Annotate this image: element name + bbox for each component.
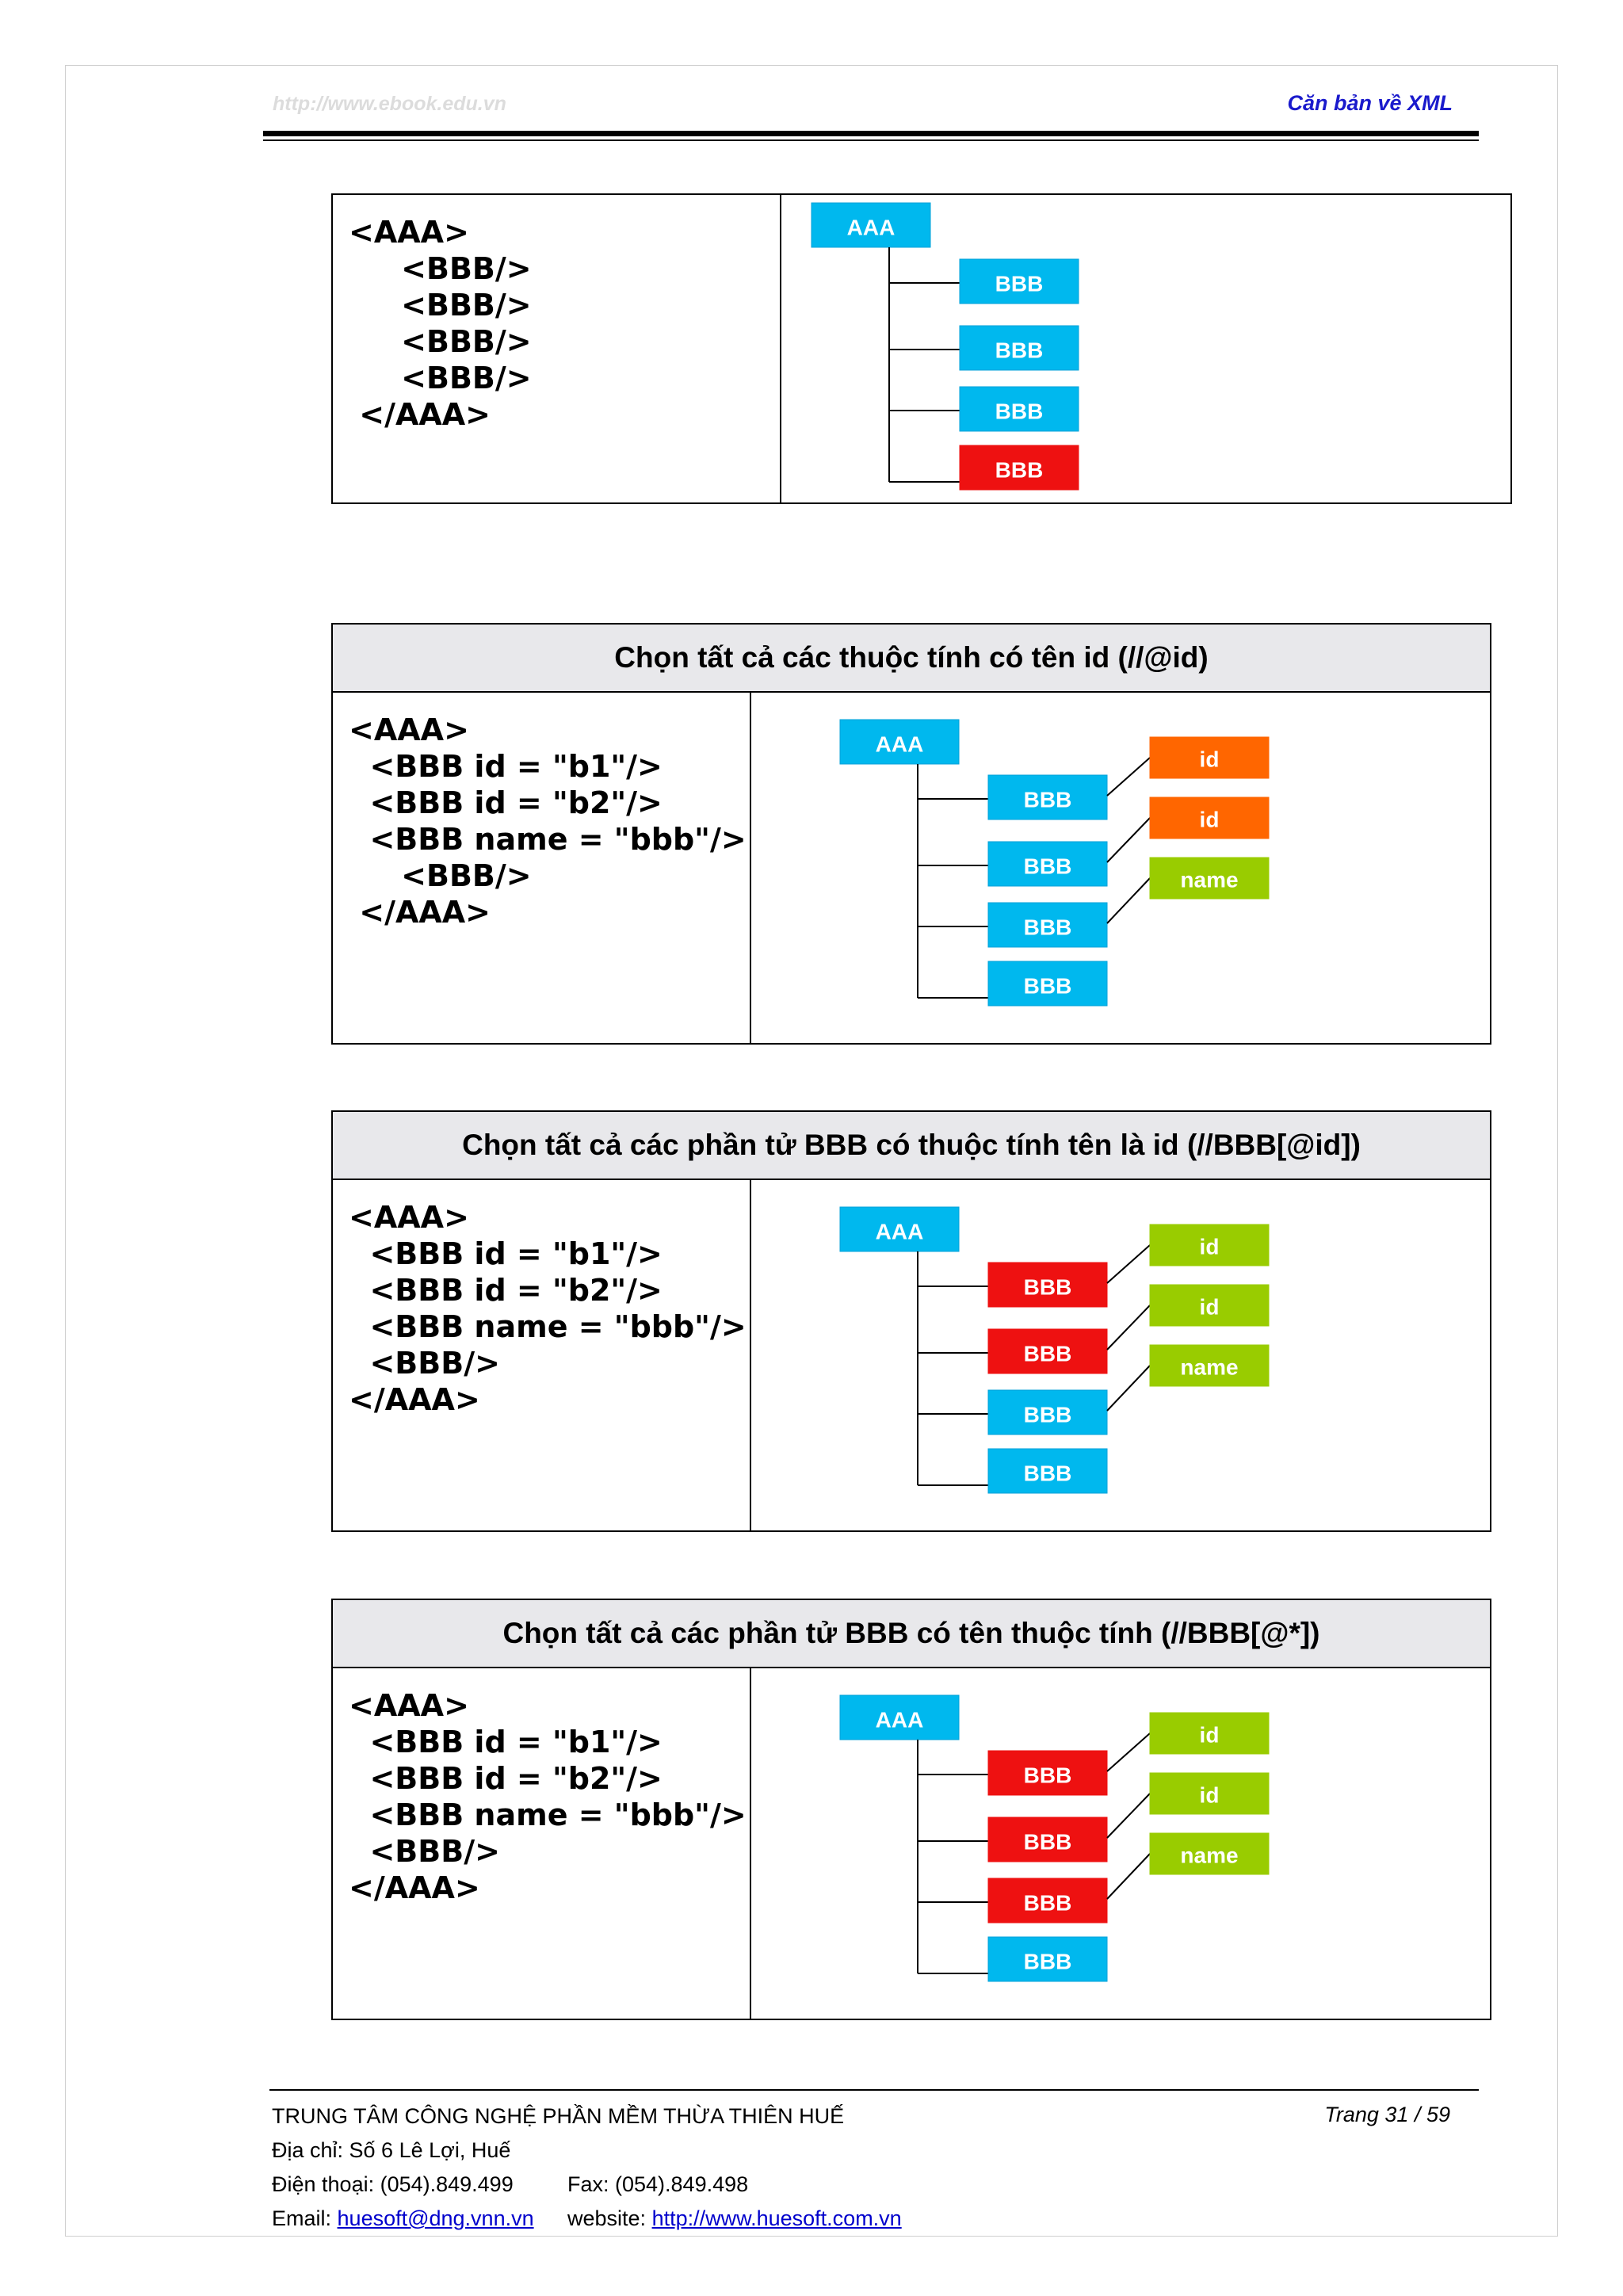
xml-code: <AAA> <BBB id = "b1"/> <BBB id = "b2"/> <BBB name = "bbb"/> <BBB/> </AAA> — [349, 1200, 747, 1417]
child-node-label: BBB — [1023, 787, 1072, 812]
root-node-label: AAA — [875, 1219, 924, 1244]
example-box-1 — [331, 193, 1512, 504]
child-node-label: BBB — [1023, 1763, 1072, 1788]
tree-diagram — [751, 1180, 1490, 1530]
root-node — [840, 1207, 959, 1251]
xml-code: <AAA> <BBB id = "b1"/> <BBB id = "b2"/> <BBB name = "bbb"/> <BBB/> </AAA> — [349, 1688, 747, 1905]
footer-email-label: Email: — [272, 2206, 338, 2230]
child-node — [988, 1263, 1107, 1307]
page-number: Trang 31 / 59 — [1324, 2103, 1450, 2126]
root-node-label: AAA — [846, 215, 896, 240]
attribute-node — [1150, 737, 1269, 778]
footer-fax: Fax: (054).849.498 — [567, 2172, 749, 2196]
attribute-node — [1150, 1345, 1269, 1386]
attribute-node-label: name — [1180, 1354, 1239, 1380]
child-node — [988, 775, 1107, 819]
child-node — [988, 961, 1107, 1006]
child-node — [988, 1937, 1107, 1981]
child-node-label: BBB — [1023, 915, 1072, 940]
child-node-label: BBB — [1023, 1402, 1072, 1427]
root-node — [812, 203, 930, 247]
child-node-label: BBB — [1023, 1341, 1072, 1366]
child-node — [960, 259, 1079, 304]
attribute-node-label: id — [1199, 1782, 1220, 1808]
website-link[interactable]: http://www.huesoft.com.vn — [651, 2206, 902, 2230]
child-node-label: BBB — [1023, 1461, 1072, 1486]
child-node-label: BBB — [1023, 1949, 1072, 1974]
attribute-node-label: name — [1180, 867, 1239, 892]
attribute-node-label: id — [1199, 807, 1220, 832]
attribute-node — [1150, 1833, 1269, 1874]
child-node — [988, 1390, 1107, 1435]
child-node-label: BBB — [995, 399, 1044, 424]
attribute-link — [1107, 878, 1150, 923]
section-title: Chọn tất cả các phần tử BBB có tên thuộc tính (//BBB[@*]) — [333, 1600, 1490, 1668]
child-node-label: BBB — [1023, 1829, 1072, 1855]
attribute-node — [1150, 858, 1269, 899]
header-rule-thin — [263, 139, 1479, 141]
header-rule — [263, 131, 1479, 136]
attribute-link — [1107, 1305, 1150, 1350]
footer-rule — [269, 2089, 1479, 2091]
footer-address: Địa chỉ: Số 6 Lê Lợi, Huế — [272, 2138, 511, 2162]
root-node — [840, 720, 959, 764]
section-title: Chọn tất cả các thuộc tính có tên id (//@id) — [333, 625, 1490, 693]
example-box-3 — [331, 1110, 1491, 1532]
attribute-link — [1107, 1245, 1150, 1283]
root-node-label: AAA — [875, 1707, 924, 1733]
footer-email-row — [272, 2206, 534, 2231]
attribute-node — [1150, 1713, 1269, 1754]
attribute-node-label: id — [1199, 1722, 1220, 1748]
attribute-node — [1150, 1285, 1269, 1326]
header-site: http://www.ebook.edu.vn — [273, 93, 506, 115]
child-node-label: BBB — [995, 271, 1044, 296]
attribute-link — [1107, 818, 1150, 862]
email-link[interactable]: huesoft@dng.vnn.vn — [337, 2206, 534, 2230]
attribute-node — [1150, 797, 1269, 839]
section-title: Chọn tất cả các phần tử BBB có thuộc tính tên là id (//BBB[@id]) — [333, 1112, 1490, 1180]
child-node — [988, 842, 1107, 886]
child-node-label: BBB — [1023, 1274, 1072, 1300]
tree-diagram — [751, 1668, 1490, 2019]
attribute-node-label: name — [1180, 1843, 1239, 1868]
attribute-node-label: id — [1199, 1294, 1220, 1320]
tree-diagram — [781, 195, 1510, 502]
attribute-node — [1150, 1773, 1269, 1814]
attribute-node-label: id — [1199, 747, 1220, 772]
child-node — [960, 387, 1079, 431]
child-node — [988, 1878, 1107, 1923]
child-node-label: BBB — [995, 338, 1044, 363]
attribute-link — [1107, 1733, 1150, 1771]
child-node — [988, 1329, 1107, 1373]
attribute-link — [1107, 758, 1150, 796]
child-node-label: BBB — [1023, 1890, 1072, 1916]
child-node — [988, 1449, 1107, 1493]
child-node — [960, 445, 1079, 490]
xml-code: <AAA> <BBB/> <BBB/> <BBB/> <BBB/> </AAA> — [349, 215, 532, 432]
child-node — [960, 326, 1079, 370]
header-title: Căn bản về XML — [1287, 91, 1453, 115]
root-node — [840, 1695, 959, 1740]
footer-phone: Điện thoại: (054).849.499 — [272, 2172, 514, 2196]
attribute-node — [1150, 1224, 1269, 1266]
child-node — [988, 903, 1107, 947]
root-node-label: AAA — [875, 732, 924, 757]
footer-org: TRUNG TÂM CÔNG NGHỆ PHẦN MỀM THỪA THIÊN HUẾ — [272, 2104, 845, 2128]
child-node — [988, 1751, 1107, 1795]
tree-diagram — [751, 693, 1490, 1043]
attribute-link — [1107, 1794, 1150, 1838]
child-node-label: BBB — [1023, 973, 1072, 999]
footer-website-label: website: — [567, 2206, 652, 2230]
attribute-link — [1107, 1366, 1150, 1411]
footer-website-row — [567, 2206, 902, 2231]
example-box-2 — [331, 623, 1491, 1045]
attribute-node-label: id — [1199, 1234, 1220, 1259]
xml-code: <AAA> <BBB id = "b1"/> <BBB id = "b2"/> <BBB name = "bbb"/> <BBB/> </AAA> — [349, 712, 747, 930]
child-node-label: BBB — [995, 457, 1044, 483]
child-node-label: BBB — [1023, 854, 1072, 879]
attribute-link — [1107, 1854, 1150, 1899]
child-node — [988, 1817, 1107, 1862]
example-box-4 — [331, 1599, 1491, 2020]
